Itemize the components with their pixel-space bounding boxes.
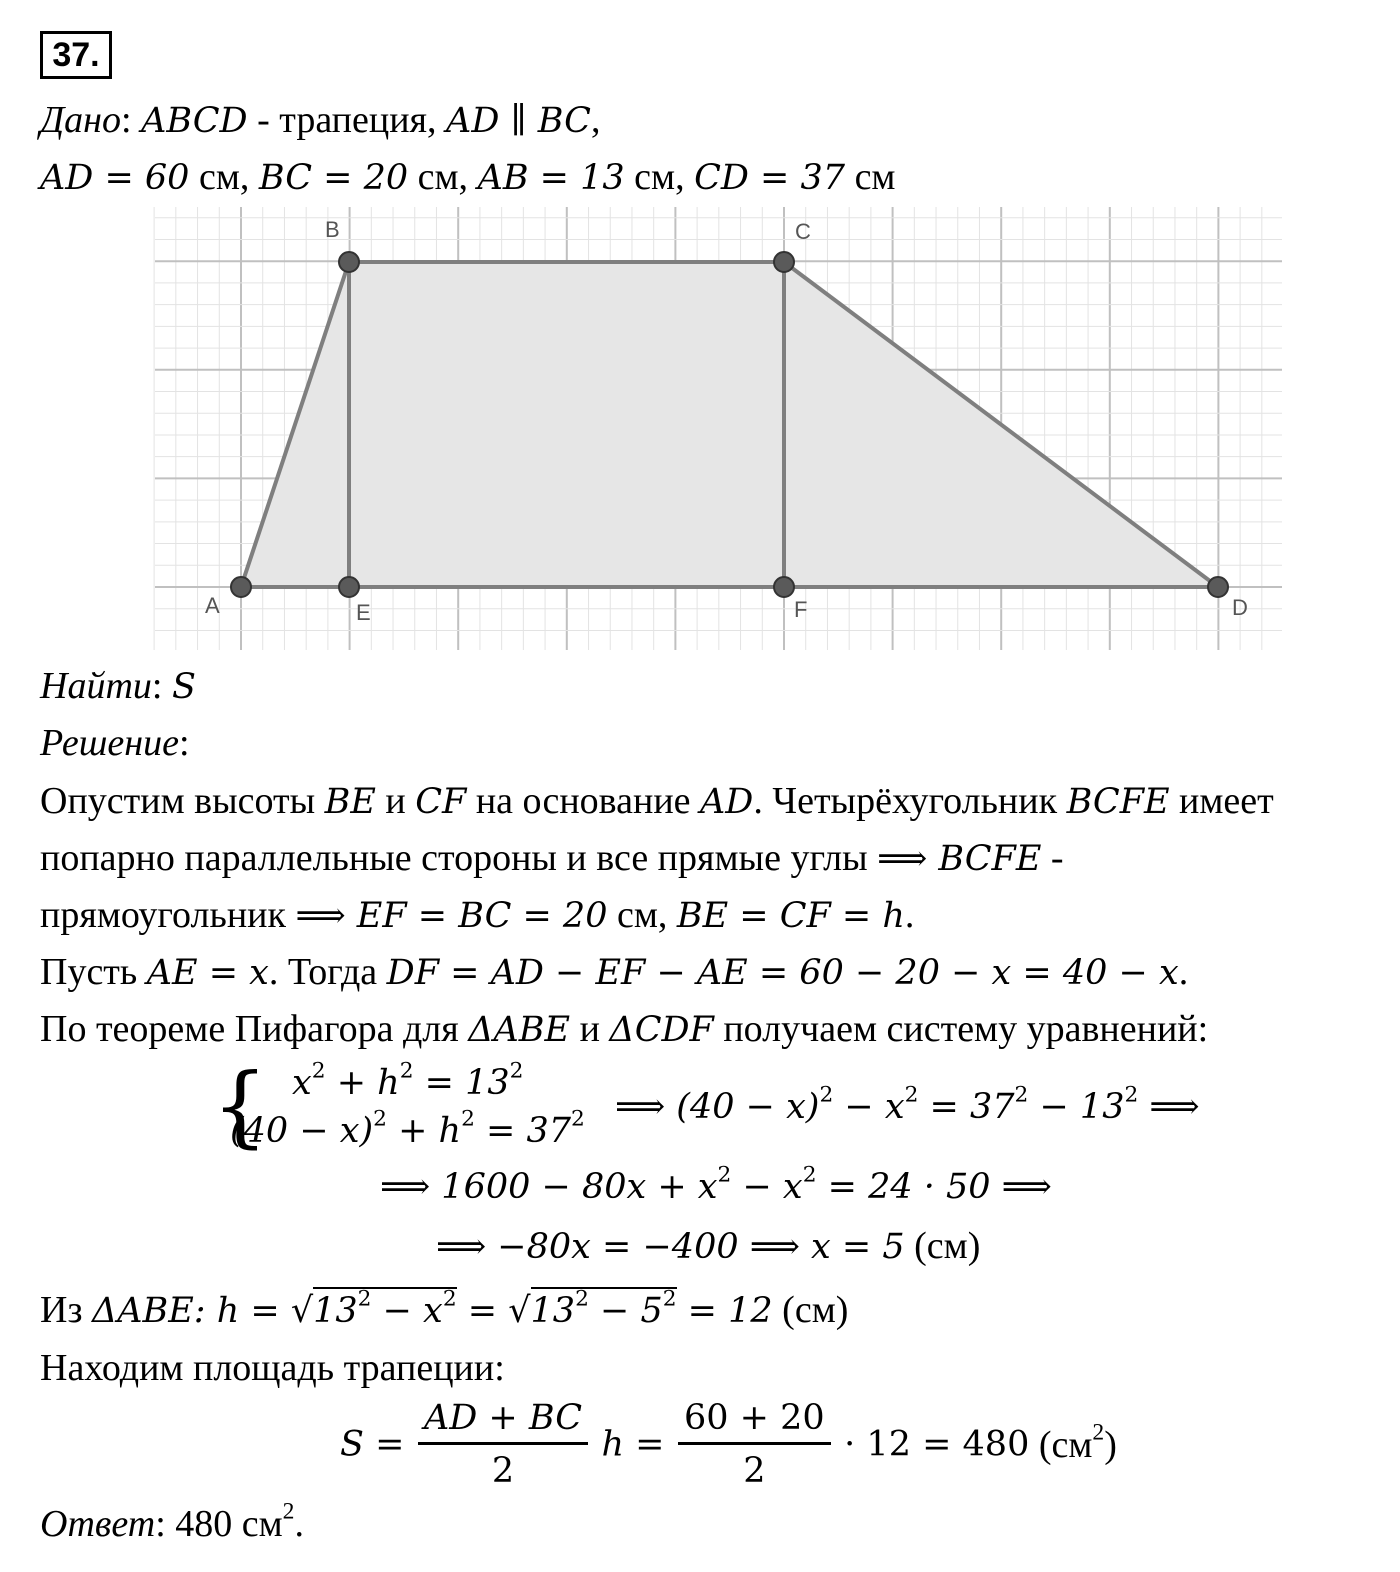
math: ΔABE [91,1291,194,1331]
exp: 2 [1014,1082,1029,1108]
math: : h = √ [193,1291,314,1331]
given-line-1: Дано: ABCD - трапеция, AD ∥ BC, [40,99,601,141]
math: = 37 [918,1087,1015,1127]
math: = 12 [676,1291,773,1331]
exp: 2 [282,1498,295,1525]
math: h = [601,1424,665,1465]
answer-value: : 480 см [155,1503,283,1545]
math: − 13 [1028,1087,1125,1127]
exp: 2 [571,1106,585,1132]
label-e: E [356,600,371,625]
system-eq-2 [230,1106,585,1151]
numerator: 60 + 20 [678,1398,831,1445]
unit: (см) [904,1225,981,1267]
text: Пусть [40,951,147,993]
math: ⟹ (40 − x) [615,1087,820,1127]
exp: 2 [509,1058,524,1084]
text: . [294,1503,304,1545]
text: получаем систему уравнений: [713,1008,1209,1050]
area-intro: Находим площадь трапеции: [40,1347,505,1389]
point-e [339,577,359,597]
area-unit [1029,1419,1117,1466]
math: = 24 · 50 ⟹ [816,1167,1052,1207]
point-c [774,252,794,272]
solution-line-4 [40,953,1188,991]
math: CF [415,782,467,822]
math: = 37 [474,1111,572,1151]
unit: см, [189,156,259,198]
numerator: AD + BC [418,1398,588,1445]
solution-label: Решение [40,722,179,764]
text: имеет [1169,780,1274,822]
text: см, [607,894,677,936]
math: ⟹ 1600 − 80x + x [380,1167,718,1207]
math: 13 [313,1291,358,1331]
fraction-2 [678,1398,831,1492]
unit: (см [1029,1423,1093,1466]
math: − x [731,1167,803,1207]
label-b: B [325,217,340,242]
solution-heading: Решение: [40,722,190,764]
answer-label: Ответ [40,1503,156,1545]
text: Опустим высоты [40,780,325,822]
exp: 2 [399,1058,414,1084]
point-a [231,577,251,597]
text: . Тогда [268,951,387,993]
exp: 2 [717,1162,732,1188]
trapezoid-name: ABCD [141,101,248,141]
math: = √ [456,1291,531,1331]
unit: см, [624,156,695,198]
exp: 2 [357,1286,372,1312]
math: AD [700,782,754,822]
exp: 2 [461,1106,475,1132]
given-bc: BC = 20 [258,158,409,198]
text: По теореме Пифагора для [40,1008,469,1050]
math: BCFE [1066,782,1170,822]
text: на основание [466,780,701,822]
exp: 2 [442,1286,457,1312]
math: DF = AD − EF − AE = 60 − 20 − x = 40 − x [386,953,1179,993]
comma: , [590,99,601,141]
text: прямоугольник [40,894,296,936]
math: ⟹ EF = BC = 20 [295,896,608,936]
given-ab: AB = 13 [477,158,625,198]
math: ⟹ −80x = −400 ⟹ x = 5 [436,1227,905,1267]
math: BE [324,782,376,822]
exp: 2 [904,1082,919,1108]
given-cd: CD = 37 [694,158,846,198]
point-d [1208,577,1228,597]
point-f [774,577,794,597]
exp: 2 [662,1286,677,1312]
given-text: - трапеция, [247,99,447,141]
math: AE = x [146,953,269,993]
label-f: F [794,597,808,622]
unit: см [845,156,896,198]
denominator: 2 [743,1451,766,1492]
math: 13 [530,1291,576,1331]
find-line: Найти: S [40,665,196,707]
exp: 2 [1092,1419,1105,1446]
label-a: A [205,593,220,618]
solution-line-3 [40,896,914,934]
given-ad: AD = 60 [40,158,190,198]
math: ΔCDF [609,1010,714,1050]
label-c: C [795,219,811,244]
unit: ) [1104,1423,1117,1466]
math: S = [340,1424,405,1465]
label-d: D [1232,595,1248,620]
exp: 2 [1124,1082,1139,1108]
sqrt-1 [313,1287,457,1331]
solution-line-5 [40,1010,1208,1048]
text: Из [40,1289,92,1331]
given-label: Дано [40,99,122,141]
text: и [570,1008,610,1050]
system-brace: { [212,1054,268,1157]
exp: 2 [802,1162,817,1188]
math: ΔABE [468,1010,571,1050]
equation-3 [436,1227,980,1265]
math: ⟹ BCFE [877,839,1042,879]
trapezoid-figure [0,0,1400,660]
math: BE = CF = h [676,896,905,936]
solution-line-1 [40,782,1274,820]
problem-number: 37. [40,31,112,79]
math: = 13 [413,1063,510,1103]
math: + h [325,1063,400,1103]
text: . [904,894,915,936]
math: − x [371,1291,443,1331]
text: попарно параллельные стороны и все прямые углы [40,837,878,879]
text: . Четырёхугольник [753,780,1067,822]
equation-2 [380,1162,1052,1207]
system-eq-1 [292,1058,524,1103]
point-b [339,252,359,272]
math: x [292,1063,312,1103]
find-label: Найти [40,665,152,707]
height-line [40,1286,849,1331]
find-value: S [171,667,196,707]
area-formula [340,1398,1117,1492]
math: − x [833,1087,905,1127]
exp: 2 [819,1082,834,1108]
unit: (см) [772,1289,849,1331]
text: и [375,780,416,822]
math: ⟹ [1138,1087,1200,1127]
text: . [1178,951,1189,993]
answer-line [40,1498,304,1545]
trapezoid-fill [241,262,1218,587]
unit: см, [408,156,478,198]
math: + h [386,1111,462,1151]
math: − 5 [588,1291,663,1331]
exp: 2 [311,1058,326,1084]
parallel-condition: AD ∥ BC [446,101,591,141]
sqrt-2 [531,1287,677,1331]
exp: 2 [575,1286,589,1312]
math: (40 − x) [230,1111,374,1151]
exp: 2 [373,1106,387,1132]
math: · 12 = 480 [844,1424,1030,1465]
text: - [1041,837,1064,879]
fraction-1 [418,1398,588,1492]
denominator: 2 [491,1451,515,1492]
implication-1 [615,1082,1200,1127]
solution-line-2 [40,839,1064,877]
